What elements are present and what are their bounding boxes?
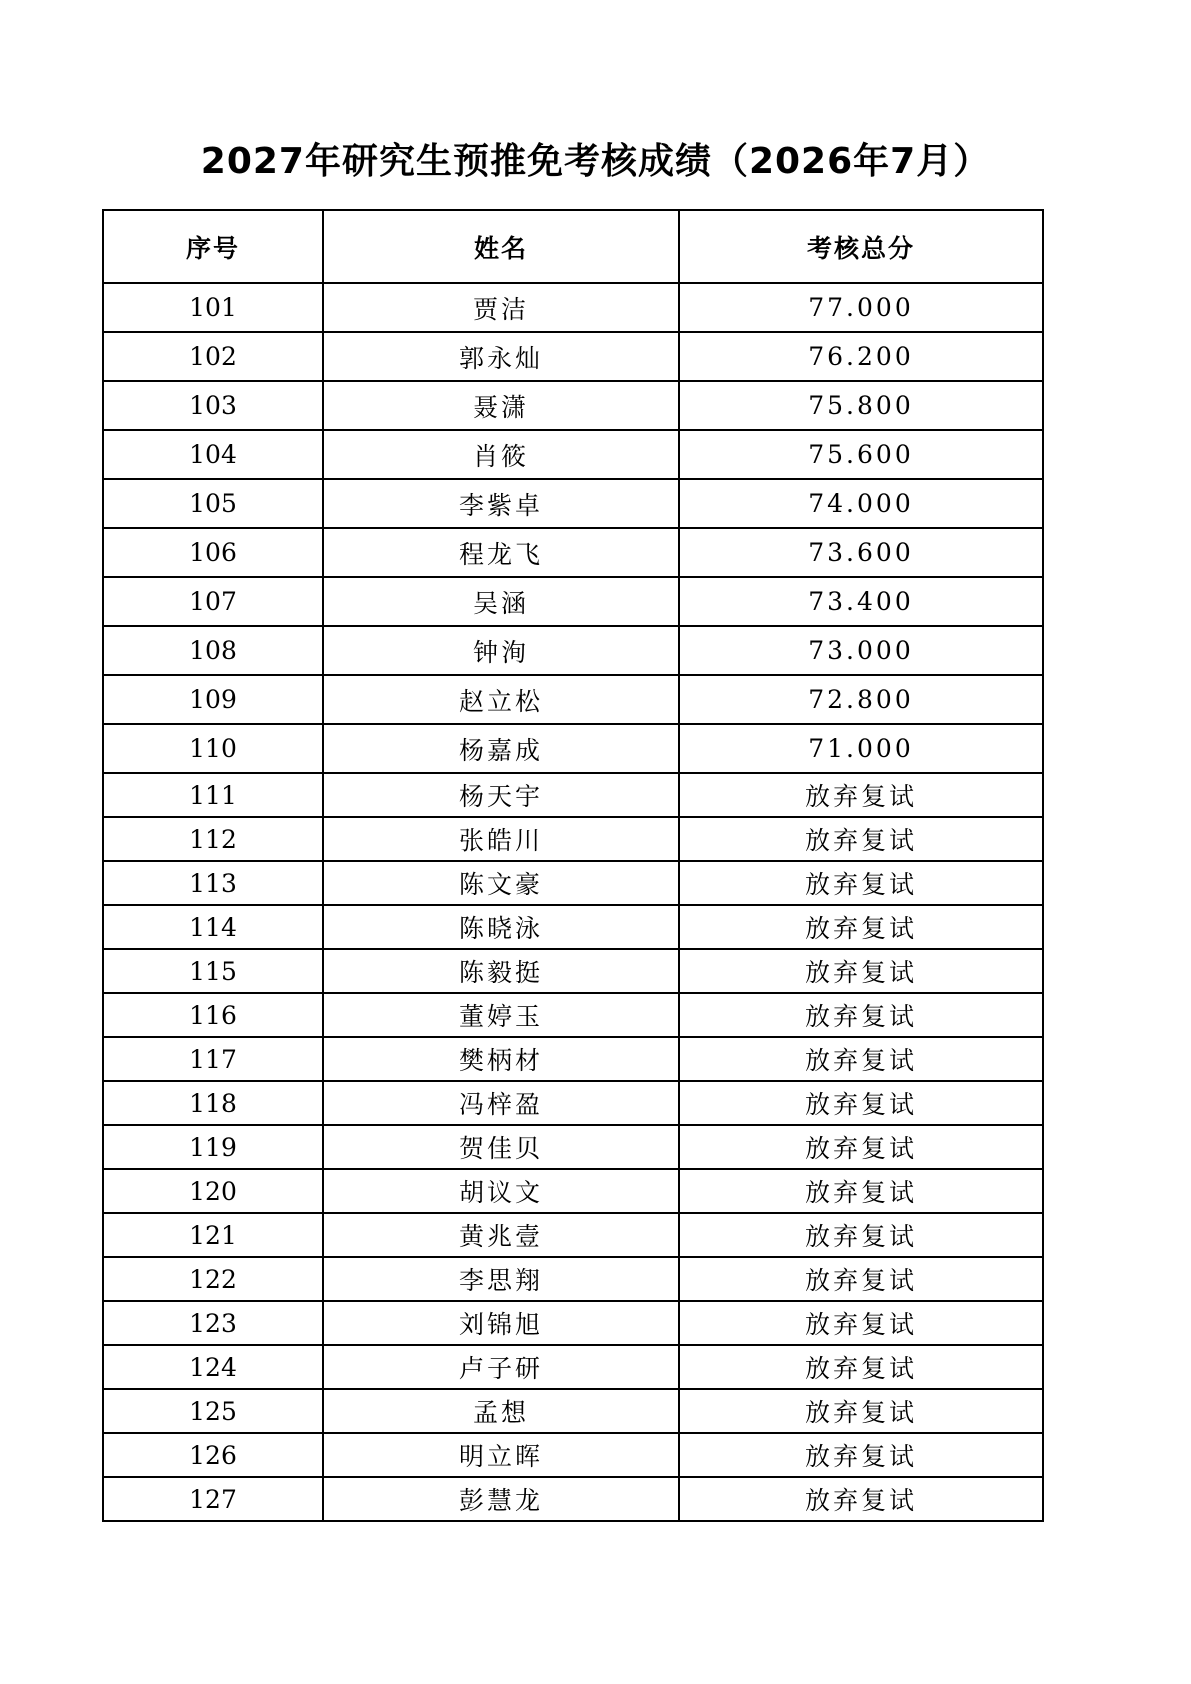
cell-name: 聂潇	[323, 381, 679, 430]
cell-score: 放弃复试	[679, 1301, 1043, 1345]
table-body	[103, 283, 1043, 1521]
cell-score: 放弃复试	[679, 1345, 1043, 1389]
cell-number: 123	[103, 1301, 323, 1345]
cell-name: 陈毅挺	[323, 949, 679, 993]
table-row	[103, 577, 1043, 626]
table-row	[103, 332, 1043, 381]
cell-score: 放弃复试	[679, 1389, 1043, 1433]
cell-name: 明立晖	[323, 1433, 679, 1477]
cell-number: 102	[103, 332, 323, 381]
cell-number: 110	[103, 724, 323, 773]
cell-name: 吴涵	[323, 577, 679, 626]
cell-score: 放弃复试	[679, 1213, 1043, 1257]
cell-score: 72.800	[679, 675, 1043, 724]
cell-name: 杨嘉成	[323, 724, 679, 773]
cell-number: 101	[103, 283, 323, 332]
table-row	[103, 675, 1043, 724]
cell-number: 125	[103, 1389, 323, 1433]
cell-score: 73.600	[679, 528, 1043, 577]
cell-score: 放弃复试	[679, 1433, 1043, 1477]
cell-score: 放弃复试	[679, 949, 1043, 993]
table-row	[103, 861, 1043, 905]
header-cell-score: 考核总分	[679, 210, 1043, 283]
table-row	[103, 1037, 1043, 1081]
cell-score: 放弃复试	[679, 905, 1043, 949]
cell-number: 113	[103, 861, 323, 905]
cell-name: 陈晓泳	[323, 905, 679, 949]
cell-name: 钟洵	[323, 626, 679, 675]
table-row	[103, 1433, 1043, 1477]
cell-number: 117	[103, 1037, 323, 1081]
cell-number: 120	[103, 1169, 323, 1213]
table-row	[103, 528, 1043, 577]
cell-name: 肖筱	[323, 430, 679, 479]
cell-name: 程龙飞	[323, 528, 679, 577]
header-row	[103, 210, 1043, 283]
cell-score: 76.200	[679, 332, 1043, 381]
cell-number: 114	[103, 905, 323, 949]
cell-number: 108	[103, 626, 323, 675]
cell-number: 119	[103, 1125, 323, 1169]
table-row	[103, 1081, 1043, 1125]
cell-score: 73.400	[679, 577, 1043, 626]
cell-score: 放弃复试	[679, 817, 1043, 861]
cell-number: 118	[103, 1081, 323, 1125]
table-row	[103, 1169, 1043, 1213]
cell-number: 116	[103, 993, 323, 1037]
cell-name: 李紫卓	[323, 479, 679, 528]
cell-name: 贾洁	[323, 283, 679, 332]
cell-score: 放弃复试	[679, 1477, 1043, 1521]
cell-name: 樊柄材	[323, 1037, 679, 1081]
cell-score: 放弃复试	[679, 773, 1043, 817]
cell-score: 73.000	[679, 626, 1043, 675]
cell-name: 彭慧龙	[323, 1477, 679, 1521]
cell-number: 115	[103, 949, 323, 993]
cell-score: 75.800	[679, 381, 1043, 430]
cell-number: 109	[103, 675, 323, 724]
table-row	[103, 817, 1043, 861]
header-cell-name: 姓名	[323, 210, 679, 283]
table-row	[103, 381, 1043, 430]
cell-score: 75.600	[679, 430, 1043, 479]
header-cell-number: 序号	[103, 210, 323, 283]
cell-name: 郭永灿	[323, 332, 679, 381]
cell-score: 77.000	[679, 283, 1043, 332]
table-row	[103, 626, 1043, 675]
cell-number: 112	[103, 817, 323, 861]
cell-number: 107	[103, 577, 323, 626]
table-row	[103, 283, 1043, 332]
cell-name: 陈文豪	[323, 861, 679, 905]
cell-name: 卢子研	[323, 1345, 679, 1389]
cell-name: 张皓川	[323, 817, 679, 861]
cell-score: 74.000	[679, 479, 1043, 528]
table-row	[103, 905, 1043, 949]
table-row	[103, 430, 1043, 479]
cell-name: 杨天宇	[323, 773, 679, 817]
cell-score: 放弃复试	[679, 1257, 1043, 1301]
table-row	[103, 1125, 1043, 1169]
cell-number: 103	[103, 381, 323, 430]
cell-name: 孟想	[323, 1389, 679, 1433]
cell-number: 111	[103, 773, 323, 817]
cell-name: 董婷玉	[323, 993, 679, 1037]
cell-score: 放弃复试	[679, 1169, 1043, 1213]
table-row	[103, 949, 1043, 993]
table-row	[103, 773, 1043, 817]
cell-score: 71.000	[679, 724, 1043, 773]
cell-number: 126	[103, 1433, 323, 1477]
cell-number: 104	[103, 430, 323, 479]
score-table	[102, 209, 1044, 1522]
table-row	[103, 1389, 1043, 1433]
cell-number: 124	[103, 1345, 323, 1389]
cell-name: 赵立松	[323, 675, 679, 724]
cell-score: 放弃复试	[679, 861, 1043, 905]
cell-score: 放弃复试	[679, 1081, 1043, 1125]
cell-name: 黄兆壹	[323, 1213, 679, 1257]
cell-score: 放弃复试	[679, 1037, 1043, 1081]
table-row	[103, 724, 1043, 773]
cell-number: 127	[103, 1477, 323, 1521]
table-row	[103, 1257, 1043, 1301]
cell-name: 贺佳贝	[323, 1125, 679, 1169]
cell-number: 122	[103, 1257, 323, 1301]
cell-number: 105	[103, 479, 323, 528]
table-row	[103, 1301, 1043, 1345]
cell-number: 121	[103, 1213, 323, 1257]
cell-name: 胡议文	[323, 1169, 679, 1213]
cell-score: 放弃复试	[679, 1125, 1043, 1169]
table-row	[103, 993, 1043, 1037]
table-row	[103, 479, 1043, 528]
table-row	[103, 1213, 1043, 1257]
cell-name: 冯梓盈	[323, 1081, 679, 1125]
table-row	[103, 1345, 1043, 1389]
page-title: 2027年研究生预推免考核成绩（2026年7月）	[200, 141, 991, 182]
cell-number: 106	[103, 528, 323, 577]
cell-name: 刘锦旭	[323, 1301, 679, 1345]
cell-name: 李思翔	[323, 1257, 679, 1301]
table-header	[103, 210, 1043, 283]
table-row	[103, 1477, 1043, 1521]
cell-score: 放弃复试	[679, 993, 1043, 1037]
